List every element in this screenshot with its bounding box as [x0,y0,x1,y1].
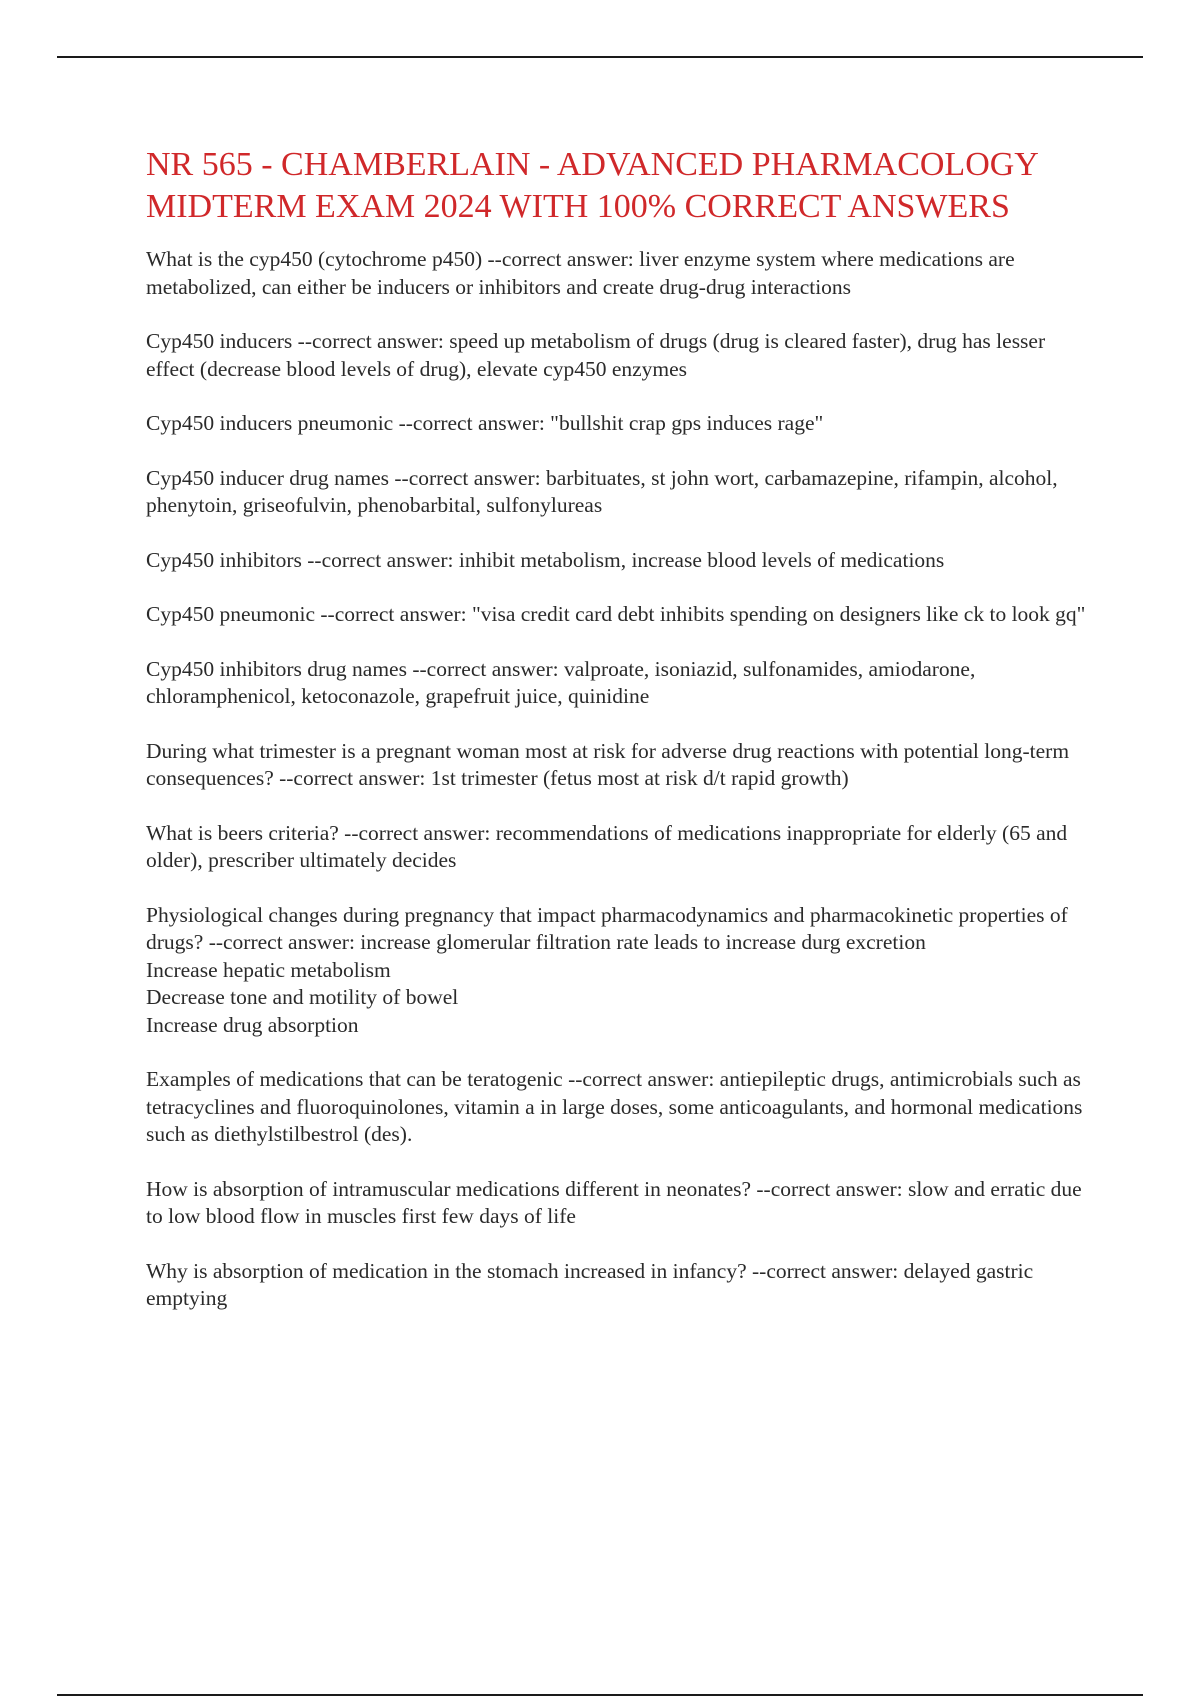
qa-entry: During what trimester is a pregnant woman most at risk for adverse drug reactions with potential long-term consequences? --correct answer: 1st trimester (fetus most at risk d/t rapid growth) [146,738,1070,790]
qa-entry: Cyp450 inhibitors --correct answer: inhibit metabolism, increase blood levels of medications [146,547,945,572]
qa-entry: Why is absorption of medication in the stomach increased in infancy? --correct answer: delayed gastric emptying [146,1258,1034,1310]
qa-entry: Examples of medications that can be teratogenic --correct answer: antiepileptic drugs, antimicrobials such as tetracyclines and fluoroquinolones, vitamin a in large doses, some anticoagulants, and hormonal medications such as diethylstilbestrol (des). [146,1067,1083,1146]
document-body [146,144,1096,1340]
qa-entry: How is absorption of intramuscular medications different in neonates? --correct answer: slow and erratic due to low blood flow in muscles first few days of life [146,1176,1082,1228]
qa-entry: Cyp450 inducer drug names --correct answer: barbituates, st john wort, carbamazepine, rifampin, alcohol, phenytoin, griseofulvin, phenobarbital, sulfonylureas [146,465,1058,517]
qa-entry: Cyp450 inducers --correct answer: speed up metabolism of drugs (drug is cleared faster), drug has lesser effect (decrease blood levels of drug), elevate cyp450 enzymes [146,329,1046,381]
top-rule [57,56,1143,58]
qa-entry: What is beers criteria? --correct answer: recommendations of medications inappropriate for elderly (65 and older), prescriber ultimately decides [146,820,1068,872]
document-title: NR 565 - CHAMBERLAIN - ADVANCED PHARMACOLOGY MIDTERM EXAM 2024 WITH 100% CORRECT ANSWERS [146,146,1038,225]
qa-entry: Cyp450 inhibitors drug names --correct answer: valproate, isoniazid, sulfonamides, amiodarone, chloramphenicol, ketoconazole, grapefruit juice, quinidine [146,656,976,708]
qa-entry: Cyp450 inducers pneumonic --correct answer: "bullshit crap gps induces rage" [146,411,824,435]
qa-entry: Cyp450 pneumonic --correct answer: "visa credit card debt inhibits spending on designers like ck to look gq" [146,602,1086,626]
bottom-rule [57,1694,1143,1696]
qa-entry: What is the cyp450 (cytochrome p450) --correct answer: liver enzyme system where medications are metabolized, can either be inducers or inhibitors and create drug-drug interactions [146,247,1015,299]
qa-entry: Physiological changes during pregnancy that impact pharmacodynamics and pharmacokinetic properties of drugs? --correct answer: increase glomerular filtration rate leads to increase durg excretion Increase hepatic metabolism Decrease tone and motility of bowel Increase drug absorption [146,902,1068,1037]
